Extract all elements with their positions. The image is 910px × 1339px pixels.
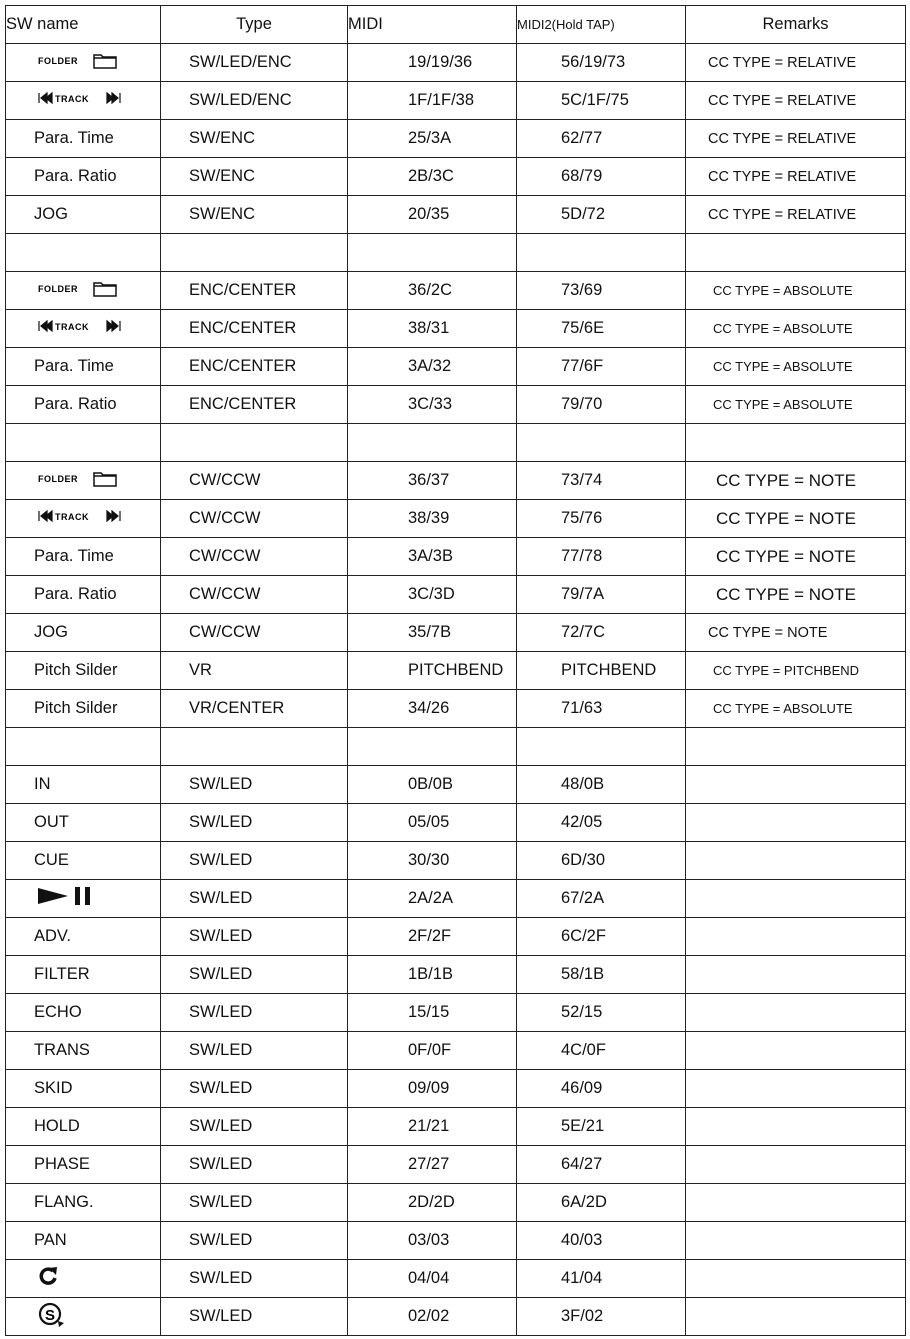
type-cell [161, 728, 348, 766]
type-cell: ENC/CENTER [161, 386, 348, 424]
sw-name-cell: Para. Time [6, 348, 161, 386]
folder-icon-label: FOLDER [38, 284, 78, 294]
table-row [6, 1222, 906, 1260]
table-row [6, 994, 906, 1032]
sw-name-cell [6, 500, 161, 538]
table-row [6, 766, 906, 804]
sw-name-cell: JOG [6, 614, 161, 652]
table-row [6, 82, 906, 120]
type-cell: CW/CCW [161, 500, 348, 538]
type-cell: SW/LED [161, 880, 348, 918]
sw-name-cell: ADV. [6, 918, 161, 956]
folder-icon-label: FOLDER [38, 474, 78, 484]
midi-cell: 0B/0B [348, 766, 517, 804]
midi2-cell: 6A/2D [517, 1184, 686, 1222]
sw-name-cell [6, 272, 161, 310]
sampler-loop-icon [38, 1301, 64, 1332]
type-cell [161, 424, 348, 462]
sw-name-cell: HOLD [6, 1108, 161, 1146]
midi2-cell: 62/77 [517, 120, 686, 158]
sw-name-cell: TRANS [6, 1032, 161, 1070]
type-cell: SW/LED [161, 766, 348, 804]
folder-icon [38, 278, 122, 303]
table-row [6, 348, 906, 386]
type-cell: ENC/CENTER [161, 272, 348, 310]
track-icon [38, 506, 124, 531]
table-row [6, 158, 906, 196]
sw-name-cell: FILTER [6, 956, 161, 994]
midi-cell: 34/26 [348, 690, 517, 728]
midi2-cell: 71/63 [517, 690, 686, 728]
sw-name-cell [6, 234, 161, 272]
remarks-cell: CC TYPE = RELATIVE [686, 44, 906, 82]
midi2-cell: 73/74 [517, 462, 686, 500]
midi-cell: 2A/2A [348, 880, 517, 918]
remarks-cell [686, 1222, 906, 1260]
midi-cell: 15/15 [348, 994, 517, 1032]
type-cell: SW/LED [161, 1108, 348, 1146]
midi2-cell: 5E/21 [517, 1108, 686, 1146]
sw-name-cell: Para. Time [6, 120, 161, 158]
remarks-cell: CC TYPE = RELATIVE [686, 158, 906, 196]
remarks-cell: CC TYPE = ABSOLUTE [686, 272, 906, 310]
midi-cell: 36/2C [348, 272, 517, 310]
table-row [6, 196, 906, 234]
remarks-cell [686, 956, 906, 994]
folder-icon-label: FOLDER [38, 56, 78, 66]
midi2-cell [517, 234, 686, 272]
midi2-cell: 4C/0F [517, 1032, 686, 1070]
sw-name-cell: JOG [6, 196, 161, 234]
midi-cell: 02/02 [348, 1298, 517, 1336]
remarks-cell: CC TYPE = NOTE [686, 614, 906, 652]
type-cell: SW/LED [161, 956, 348, 994]
midi2-cell: 46/09 [517, 1070, 686, 1108]
midi-cell: 19/19/36 [348, 44, 517, 82]
type-cell: SW/ENC [161, 158, 348, 196]
table-row [6, 1108, 906, 1146]
midi-cell [348, 234, 517, 272]
midi-cell: 3C/33 [348, 386, 517, 424]
type-cell: CW/CCW [161, 576, 348, 614]
remarks-cell: CC TYPE = ABSOLUTE [686, 348, 906, 386]
table-row [6, 272, 906, 310]
table-row [6, 500, 906, 538]
midi2-cell: PITCHBEND [517, 652, 686, 690]
table-row [6, 918, 906, 956]
midi2-cell: 5D/72 [517, 196, 686, 234]
sw-name-cell [6, 1260, 161, 1298]
table-row [6, 1070, 906, 1108]
play-pause-icon [38, 884, 98, 913]
midi2-cell: 42/05 [517, 804, 686, 842]
midi2-cell: 73/69 [517, 272, 686, 310]
loop-icon [38, 1265, 60, 1292]
type-cell: SW/LED [161, 1146, 348, 1184]
midi-cell: 21/21 [348, 1108, 517, 1146]
table-row [6, 120, 906, 158]
midi-cell [348, 424, 517, 462]
type-cell: SW/LED [161, 1222, 348, 1260]
type-cell: CW/CCW [161, 538, 348, 576]
midi-cell: 0F/0F [348, 1032, 517, 1070]
table-row [6, 1260, 906, 1298]
type-cell: SW/LED [161, 918, 348, 956]
type-cell: ENC/CENTER [161, 348, 348, 386]
remarks-cell [686, 804, 906, 842]
midi2-cell: 58/1B [517, 956, 686, 994]
remarks-cell: CC TYPE = NOTE [686, 500, 906, 538]
type-cell: SW/LED [161, 1070, 348, 1108]
midi2-cell: 77/78 [517, 538, 686, 576]
midi2-cell: 75/76 [517, 500, 686, 538]
sw-name-cell [6, 424, 161, 462]
sw-name-cell: ECHO [6, 994, 161, 1032]
sw-name-cell: PHASE [6, 1146, 161, 1184]
sw-name-cell: Para. Time [6, 538, 161, 576]
remarks-cell: CC TYPE = RELATIVE [686, 196, 906, 234]
midi-cell: 3A/32 [348, 348, 517, 386]
midi-cell: 38/39 [348, 500, 517, 538]
type-cell: SW/LED [161, 1298, 348, 1336]
midi-cell [348, 728, 517, 766]
sw-name-cell: SKID [6, 1070, 161, 1108]
midi2-cell: 64/27 [517, 1146, 686, 1184]
track-icon-label: TRACK [55, 94, 89, 104]
sw-name-cell: Pitch Silder [6, 690, 161, 728]
type-cell: SW/LED/ENC [161, 82, 348, 120]
sw-name-cell [6, 462, 161, 500]
header-row [6, 6, 906, 44]
header-remarks: Remarks [686, 6, 906, 44]
midi-cell: 2D/2D [348, 1184, 517, 1222]
remarks-cell [686, 234, 906, 272]
type-cell: CW/CCW [161, 462, 348, 500]
track-icon [38, 316, 124, 341]
midi2-cell: 68/79 [517, 158, 686, 196]
midi-mapping-table [5, 5, 906, 1336]
sw-name-cell: OUT [6, 804, 161, 842]
sw-name-cell [6, 44, 161, 82]
sw-name-cell: Pitch Silder [6, 652, 161, 690]
remarks-cell [686, 1108, 906, 1146]
midi-cell: 04/04 [348, 1260, 517, 1298]
midi2-cell: 67/2A [517, 880, 686, 918]
sw-name-cell [6, 310, 161, 348]
type-cell: SW/LED [161, 1032, 348, 1070]
midi2-cell: 79/70 [517, 386, 686, 424]
midi2-cell: 6D/30 [517, 842, 686, 880]
table-row [6, 956, 906, 994]
table-row [6, 1146, 906, 1184]
sw-name-cell [6, 82, 161, 120]
remarks-cell: CC TYPE = ABSOLUTE [686, 690, 906, 728]
table-row [6, 44, 906, 82]
table-row [6, 386, 906, 424]
remarks-cell: CC TYPE = PITCHBEND [686, 652, 906, 690]
midi-cell: 03/03 [348, 1222, 517, 1260]
midi-cell: 27/27 [348, 1146, 517, 1184]
table-row [6, 880, 906, 918]
sw-name-cell: Para. Ratio [6, 386, 161, 424]
midi2-cell: 48/0B [517, 766, 686, 804]
remarks-cell [686, 1184, 906, 1222]
table-row [6, 842, 906, 880]
table-row [6, 652, 906, 690]
table-row [6, 462, 906, 500]
folder-icon [38, 50, 122, 75]
svg-text:S: S [45, 1307, 56, 1324]
remarks-cell [686, 766, 906, 804]
type-cell: SW/LED [161, 804, 348, 842]
type-cell [161, 234, 348, 272]
sw-name-cell [6, 728, 161, 766]
header-type: Type [161, 6, 348, 44]
midi-cell: 3A/3B [348, 538, 517, 576]
remarks-cell [686, 1070, 906, 1108]
sw-name-cell: Para. Ratio [6, 576, 161, 614]
midi2-cell [517, 424, 686, 462]
table-row [6, 234, 906, 272]
type-cell: SW/LED/ENC [161, 44, 348, 82]
remarks-cell: CC TYPE = RELATIVE [686, 82, 906, 120]
table-row [6, 310, 906, 348]
remarks-cell: CC TYPE = ABSOLUTE [686, 386, 906, 424]
midi2-cell: 41/04 [517, 1260, 686, 1298]
header-midi2: MIDI2(Hold TAP) [517, 6, 686, 44]
table-row [6, 614, 906, 652]
table-row [6, 1184, 906, 1222]
midi-cell: 09/09 [348, 1070, 517, 1108]
remarks-cell [686, 842, 906, 880]
midi2-cell: 52/15 [517, 994, 686, 1032]
table-row [6, 538, 906, 576]
midi-cell: 36/37 [348, 462, 517, 500]
table-row [6, 1298, 906, 1336]
remarks-cell: CC TYPE = NOTE [686, 576, 906, 614]
remarks-cell [686, 728, 906, 766]
header-sw-name: SW name [6, 6, 161, 44]
remarks-cell [686, 918, 906, 956]
midi-cell: 38/31 [348, 310, 517, 348]
remarks-cell: CC TYPE = ABSOLUTE [686, 310, 906, 348]
remarks-cell [686, 424, 906, 462]
table-row [6, 690, 906, 728]
type-cell: VR/CENTER [161, 690, 348, 728]
sw-name-cell: CUE [6, 842, 161, 880]
type-cell: CW/CCW [161, 614, 348, 652]
midi2-cell: 3F/02 [517, 1298, 686, 1336]
type-cell: SW/LED [161, 1184, 348, 1222]
type-cell: SW/LED [161, 1260, 348, 1298]
midi-cell: PITCHBEND [348, 652, 517, 690]
sw-name-cell: IN [6, 766, 161, 804]
table-row [6, 804, 906, 842]
table-row [6, 576, 906, 614]
midi-cell: 2F/2F [348, 918, 517, 956]
track-icon-label: TRACK [55, 322, 89, 332]
midi-cell: 1B/1B [348, 956, 517, 994]
midi-cell: 35/7B [348, 614, 517, 652]
type-cell: SW/ENC [161, 120, 348, 158]
midi-cell: 1F/1F/38 [348, 82, 517, 120]
midi-cell: 2B/3C [348, 158, 517, 196]
midi2-cell: 56/19/73 [517, 44, 686, 82]
track-icon [38, 88, 124, 113]
sw-name-cell: Para. Ratio [6, 158, 161, 196]
midi-cell: 3C/3D [348, 576, 517, 614]
header-midi: MIDI [348, 6, 517, 44]
midi2-cell [517, 728, 686, 766]
type-cell: ENC/CENTER [161, 310, 348, 348]
midi2-cell: 72/7C [517, 614, 686, 652]
sw-name-cell: FLANG. [6, 1184, 161, 1222]
midi2-cell: 77/6F [517, 348, 686, 386]
midi2-cell: 40/03 [517, 1222, 686, 1260]
remarks-cell: CC TYPE = RELATIVE [686, 120, 906, 158]
midi2-cell: 79/7A [517, 576, 686, 614]
remarks-cell [686, 1032, 906, 1070]
sw-name-cell: PAN [6, 1222, 161, 1260]
remarks-cell [686, 1298, 906, 1336]
midi-cell: 05/05 [348, 804, 517, 842]
midi-cell: 20/35 [348, 196, 517, 234]
remarks-cell [686, 880, 906, 918]
type-cell: SW/ENC [161, 196, 348, 234]
track-icon-label: TRACK [55, 512, 89, 522]
type-cell: SW/LED [161, 994, 348, 1032]
type-cell: SW/LED [161, 842, 348, 880]
midi2-cell: 5C/1F/75 [517, 82, 686, 120]
remarks-cell: CC TYPE = NOTE [686, 462, 906, 500]
table-row [6, 424, 906, 462]
midi2-cell: 75/6E [517, 310, 686, 348]
remarks-cell [686, 994, 906, 1032]
remarks-cell [686, 1146, 906, 1184]
folder-icon [38, 468, 122, 493]
remarks-cell [686, 1260, 906, 1298]
midi2-cell: 6C/2F [517, 918, 686, 956]
sw-name-cell [6, 880, 161, 918]
table-row [6, 1032, 906, 1070]
midi-cell: 30/30 [348, 842, 517, 880]
sw-name-cell [6, 1298, 161, 1336]
remarks-cell: CC TYPE = NOTE [686, 538, 906, 576]
midi-cell: 25/3A [348, 120, 517, 158]
table-row [6, 728, 906, 766]
type-cell: VR [161, 652, 348, 690]
